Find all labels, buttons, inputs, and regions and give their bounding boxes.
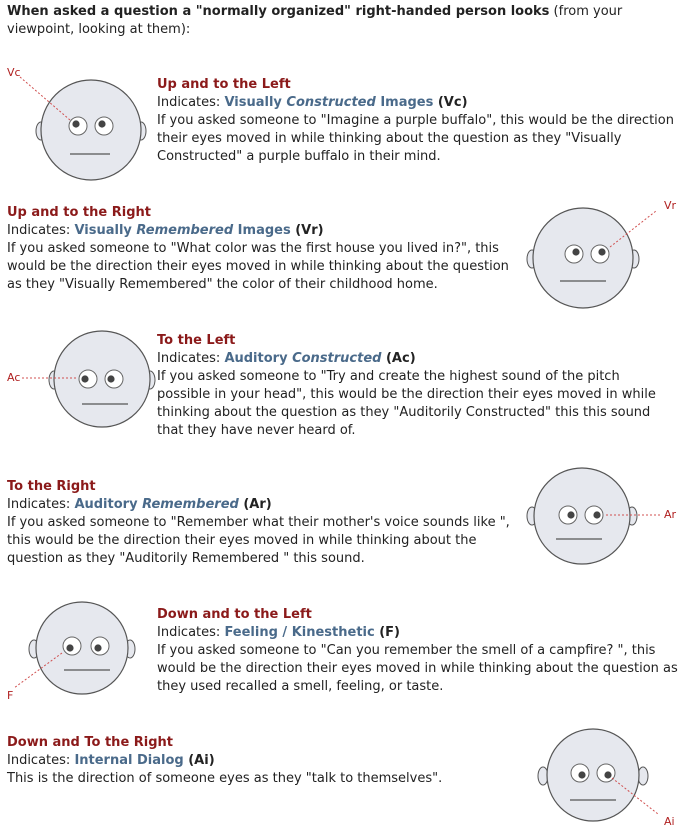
label-f: F — [7, 689, 14, 702]
term-pre: Feeling / Kinesthetic — [224, 625, 375, 640]
label-ac: Ac — [7, 371, 21, 384]
section-up-right — [7, 204, 527, 294]
indicates-label: Indicates: — [157, 95, 225, 110]
label-vr: Vr — [664, 199, 677, 212]
term-pre: Auditory — [74, 497, 143, 512]
section-heading: Up and to the Right — [7, 205, 151, 220]
section-heading: To the Left — [157, 333, 236, 348]
term-em: Remembered — [142, 497, 239, 512]
section-body: If you asked someone to "Can you remember the smell of a campfire? ", this would be the direction their eyes moved in while thinking about the question as they used recalled a smell, feeling, or taste. — [157, 643, 678, 694]
term — [224, 351, 381, 366]
section-heading: To the Right — [7, 479, 96, 494]
label-ai: Ai — [664, 815, 675, 828]
face-down-right-icon — [530, 728, 680, 828]
section-body: This is the direction of someone eyes as they "talk to themselves". — [7, 771, 443, 786]
term — [224, 625, 374, 640]
term-pre: Internal Dialog — [74, 753, 184, 768]
intro-text — [7, 3, 667, 39]
label-ar: Ar — [664, 508, 677, 521]
intro-bold: When asked a question a "normally organized" right-handed person looks — [7, 4, 550, 19]
term-code: (F) — [374, 625, 400, 640]
term-code: (Ar) — [238, 497, 272, 512]
term-em: Constructed — [286, 95, 376, 110]
label-vc: Vc — [7, 66, 21, 79]
term-em: Remembered — [136, 223, 234, 238]
term-pre: Visually — [74, 223, 137, 238]
section-heading: Down and To the Right — [7, 735, 174, 750]
term-code: (Vc) — [433, 95, 468, 110]
face-right-icon — [520, 480, 680, 590]
indicates-label: Indicates: — [157, 351, 225, 366]
term-em: Constructed — [292, 351, 382, 366]
section-body: If you asked someone to "What color was the first house you lived in?", this would be the direction their eyes moved in while thinking about the question as they "Visually Remembered" the color of their childhood home. — [7, 241, 509, 292]
section-down-left — [157, 606, 682, 696]
term-code: (Vr) — [290, 223, 324, 238]
indicates-label: Indicates: — [157, 625, 225, 640]
term — [74, 223, 290, 238]
section-right — [7, 478, 527, 568]
indicates-label: Indicates: — [7, 497, 75, 512]
term-pre: Visually — [224, 95, 287, 110]
section-down-right — [7, 734, 527, 788]
term — [224, 95, 433, 110]
term — [74, 753, 183, 768]
section-body: If you asked someone to "Remember what their mother's voice sounds like ", this would be the direction their eyes moved in while thinking about the question as they "Auditorily Remembered " this sound. — [7, 515, 510, 566]
face-up-left-icon — [0, 60, 160, 190]
section-heading: Up and to the Left — [157, 77, 291, 92]
term-post: Images — [375, 95, 434, 110]
term-code: (Ai) — [183, 753, 215, 768]
indicates-label: Indicates: — [7, 753, 75, 768]
section-left — [157, 332, 677, 440]
section-body: If you asked someone to "Try and create the highest sound of the pitch possible in your head", this would be the direction their eyes moved in while thinking about the question as they "Auditorily Constructed" this this sound that they have never heard of. — [157, 369, 656, 438]
section-up-left — [157, 76, 677, 166]
section-body: If you asked someone to "Imagine a purple buffalo", this would be the direction their eyes moved in while thinking about the question as they "Visually Constructed" a purple buffalo in their mind. — [157, 113, 674, 164]
intro-rest: (from your viewpoint, looking at them): — [7, 4, 623, 37]
face-up-right-icon — [520, 195, 680, 315]
term-code: (Ac) — [381, 351, 416, 366]
face-left-icon — [0, 325, 160, 435]
indicates-label: Indicates: — [7, 223, 75, 238]
term-post: Images — [233, 223, 291, 238]
term — [74, 497, 238, 512]
term-pre: Auditory — [224, 351, 293, 366]
face-down-left-icon — [0, 600, 160, 710]
section-heading: Down and to the Left — [157, 607, 312, 622]
